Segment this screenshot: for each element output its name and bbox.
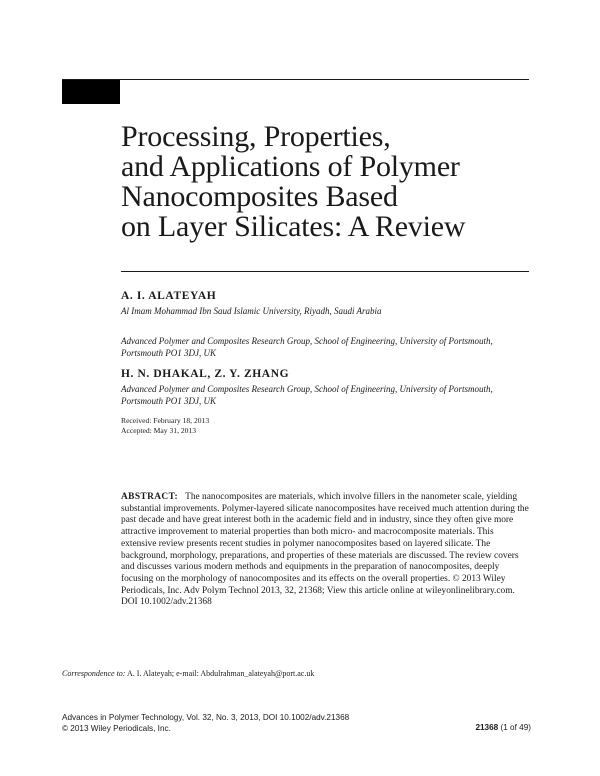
correspondence-text: A. I. Alateyah; e-mail: Abdulrahman_alateyah@port.ac.uk: [127, 669, 315, 678]
section-tab: [62, 80, 120, 104]
article-title: [121, 122, 541, 242]
correspondence-note: [62, 668, 322, 679]
title-rule: [121, 271, 529, 272]
author-affiliation: Advanced Polymer and Composites Research Group, School of Engineering, University of Portsmouth, Portsmouth PO1 3DJ, UK: [121, 336, 493, 358]
title-line: Nanocomposites Based: [121, 180, 398, 213]
footer-copyright: © 2013 Wiley Periodicals, Inc.: [62, 723, 171, 733]
footer-citation: [62, 713, 349, 734]
abstract-text: The nanocomposites are materials, which involve fillers in the nanometer scale, yielding substantial improvements. Polymer-layered silicate nanocomposites have received much attention during the past decade and have great interest both in the academic field and in industry, since they often give more attractive improvement to material properties than both micro- and macrocomposite materials. This extensive review presents recent studies in polymer nanocomposites based on layered silicate. The background, morphology, preparations, and properties of these materials are discussed. The review covers and discusses various modern methods and equipments in the preparation of nanocomposites, deeply focusing on the morphology of nanocomposites and its effects on the overall properties. © 2013 Wiley Periodicals, Inc. Adv Polym Technol 2013, 32, 21368; View this article online at wileyonlinelibrary.com. DOI 10.1002/adv.21368: [121, 492, 529, 608]
article-number: 21368: [475, 723, 499, 732]
top-rule: [62, 79, 529, 80]
title-line: and Applications of Polymer: [121, 150, 460, 183]
abstract: [121, 492, 531, 609]
author-affiliation: Advanced Polymer and Composites Research Group, School of Engineering, University of Portsmouth, Portsmouth PO1 3DJ, UK: [121, 384, 493, 406]
accepted-date: Accepted: May 31, 2013: [121, 426, 197, 435]
correspondence-label: Correspondence to:: [62, 669, 126, 678]
title-line: Processing, Properties,: [121, 120, 391, 153]
author-name: H. N. DHAKAL, Z. Y. ZHANG: [121, 368, 290, 380]
abstract-label: ABSTRACT:: [121, 492, 179, 502]
received-date: Received: February 18, 2013: [121, 416, 210, 425]
page-info: (1 of 49): [500, 723, 531, 732]
footer-journal: Advances in Polymer Technology, Vol. 32, No. 3, 2013, DOI 10.1002/adv.21368: [62, 713, 350, 722]
footer-page: [475, 723, 531, 732]
author-name: A. I. ALATEYAH: [121, 290, 217, 302]
title-line: on Layer Silicates: A Review: [121, 210, 466, 243]
author-affiliation: Al Imam Mohammad Ibn Saud Islamic University, Riyadh, Saudi Arabia: [121, 306, 382, 316]
